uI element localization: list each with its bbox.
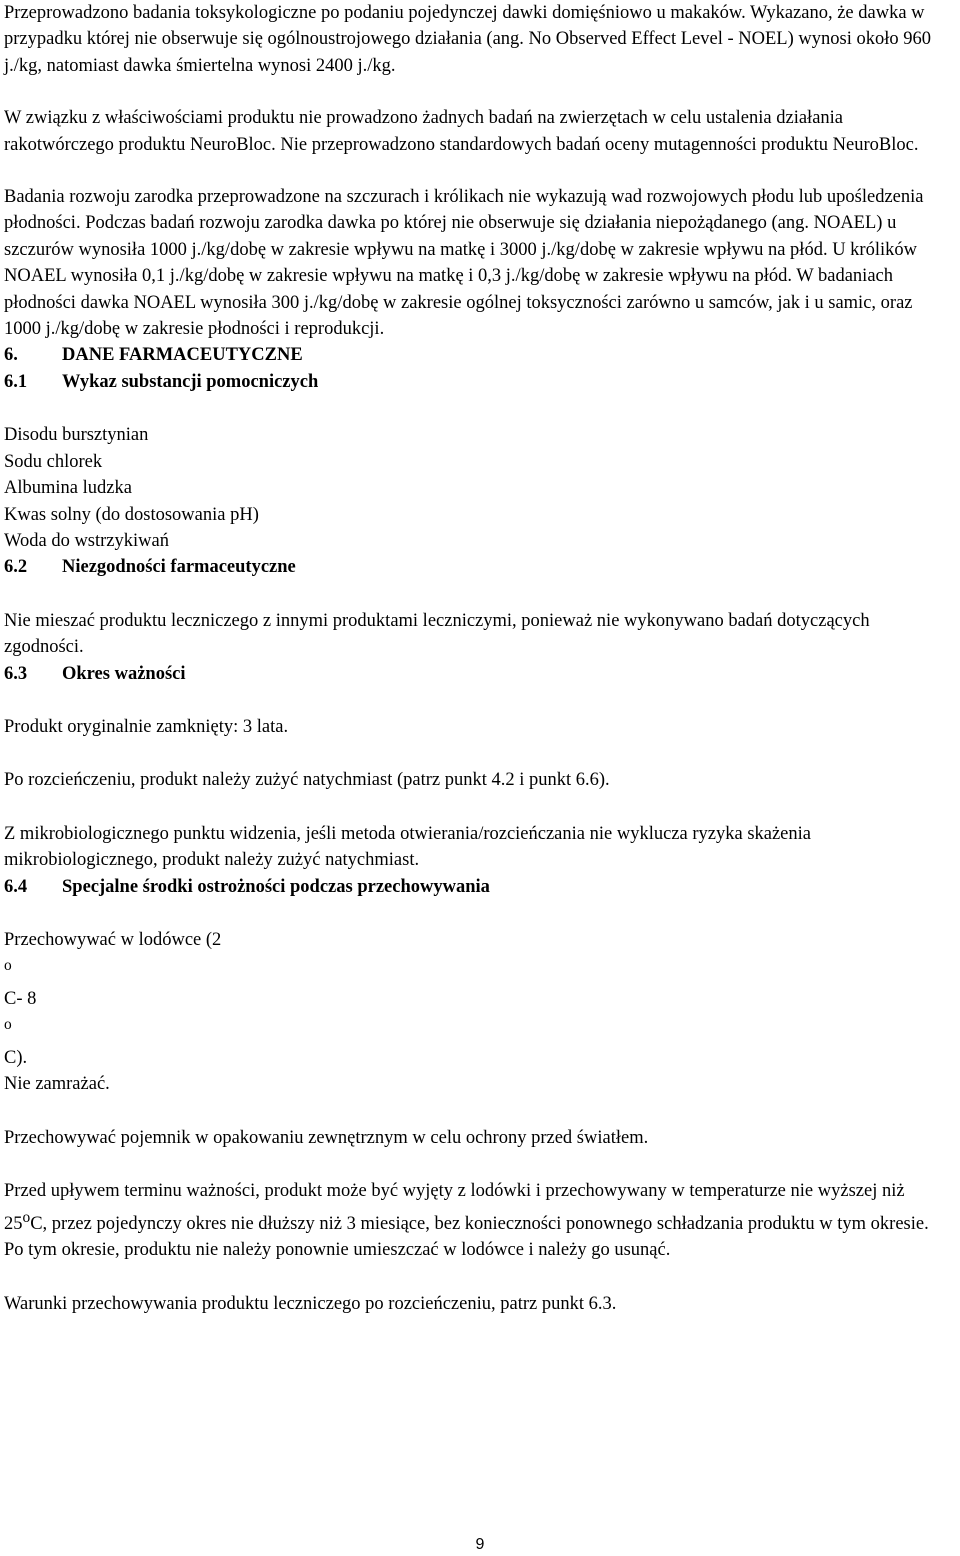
storage-instructions: [4, 927, 934, 1098]
section-6-3-number: 6.3: [4, 663, 28, 684]
room-temp-suffix: C, przez pojedynczy okres nie dłuższy niż 3 miesiące, bez konieczności ponownego schładzania produktu w tym okresie. Po tym okresie, produktu nie należy ponownie umieszczać w lodówce i należy go usunąć.: [4, 1213, 929, 1261]
section-6-1-heading: [4, 369, 934, 395]
incompatibilities-paragraph: Nie mieszać produktu leczniczego z innymi produktami leczniczymi, ponieważ nie wykonywano badań dotyczących zgodności.: [4, 610, 870, 658]
section-6-4-heading: [4, 874, 934, 900]
storage-prefix: Przechowywać w lodówce (2: [4, 929, 222, 950]
section-6-3-title: Okres ważności: [62, 663, 186, 684]
section-6-2-number: 6.2: [4, 557, 28, 578]
page-number: 9: [475, 1536, 485, 1553]
degree-symbol: o: [4, 957, 12, 975]
section-6-4-title: Specjalne środki ostrożności podczas przechowywania: [62, 876, 490, 897]
embryo-development-paragraph: Badania rozwoju zarodka przeprowadzone na szczurach i królikach nie wykazują wad rozwojowych płodu lub upośledzenia płodności. Podczas badań rozwoju zarodka dawka po której nie obserwuje się działania niepożądanego (ang. NOAEL) u szczurów wynosiła 1000 j./kg/dobę w zakresie wpływu na matkę i 3000 j./kg/dobę w zakresie wpływu na płód. U królików NOAEL wynosiła 0,1 j./kg/dobę w zakresie wpływu na matkę i 0,3 j./kg/dobę w zakresie wpływu na płód. W badaniach płodności dawka NOAEL wynosiła 300 j./kg/dobę w zakresie ogólnej toksyczności zarówno u samców, jak i u samic, oraz 1000 j./kg/dobę w zakresie płodności i reprodukcji.: [4, 187, 924, 340]
light-protection-paragraph: Przechowywać pojemnik w opakowaniu zewnętrznym w celu ochrony przed światłem.: [4, 1127, 649, 1148]
storage-temperature-line: [4, 927, 934, 1071]
section-6-heading: [4, 342, 934, 368]
section-6-1-title: Wykaz substancji pomocniczych: [62, 371, 319, 392]
diluted-storage-paragraph: Warunki przechowywania produktu leczniczego po rozcieńczeniu, patrz punkt 6.3.: [4, 1293, 617, 1314]
excipient-item: Albumina ludzka: [4, 478, 132, 499]
storage-mid: C- 8: [4, 988, 37, 1009]
section-6-1-number: 6.1: [4, 371, 28, 392]
excipient-item: Woda do wstrzykiwań: [4, 530, 169, 551]
noel-paragraph: Przeprowadzono badania toksykologiczne po podaniu pojedynczej dawki domięśniowo u makaków. Wykazano, że dawka w przypadku której nie obserwuje się ogólnoustrojowego działania (ang. No Observed Effect Level - NOEL) wynosi około 960 j./kg, natomiast dawka śmiertelna wynosi 2400 j./kg.: [4, 3, 931, 76]
section-6-4-number: 6.4: [4, 876, 28, 897]
section-6-2-heading: [4, 554, 934, 580]
section-6-2-title: Niezgodności farmaceutyczne: [62, 557, 296, 578]
degree-symbol: o: [4, 1016, 12, 1034]
section-6-3-heading: [4, 661, 934, 687]
excipients-list: [4, 422, 934, 554]
room-temperature-paragraph: [4, 1178, 934, 1263]
after-dilution-paragraph: Po rozcieńczeniu, produkt należy zużyć natychmiast (patrz punkt 4.2 i punkt 6.6).: [4, 770, 610, 791]
excipient-item: Sodu chlorek: [4, 451, 103, 472]
shelf-life-paragraph: Produkt oryginalnie zamknięty: 3 lata.: [4, 716, 289, 737]
section-6-number: 6.: [4, 345, 18, 366]
room-temp-prefix: Przed upływem terminu ważności, produkt może być wyjęty z lodówki i przechowywany w temperaturze nie wyższej niż 25: [4, 1181, 905, 1234]
degree-symbol: o: [22, 1208, 31, 1226]
microbiological-paragraph: Z mikrobiologicznego punktu widzenia, jeśli metoda otwierania/rozcieńczania nie wyklucza ryzyka skażenia mikrobiologicznego, produkt należy zużyć natychmiast.: [4, 823, 811, 871]
excipient-item: Kwas solny (do dostosowania pH): [4, 504, 259, 525]
no-freeze-line: Nie zamrażać.: [4, 1074, 110, 1095]
storage-suffix: C).: [4, 1047, 28, 1068]
section-6-title: DANE FARMACEUTYCZNE: [62, 345, 303, 366]
excipient-item: Disodu bursztynian: [4, 425, 149, 446]
document-page: [4, 0, 934, 1317]
carcinogenicity-paragraph: W związku z właściwościami produktu nie prowadzono żadnych badań na zwierzętach w celu ustalenia działania rakotwórczego produktu NeuroBloc. Nie przeprowadzono standardowych badań oceny mutagenności produktu NeuroBloc.: [4, 108, 919, 155]
